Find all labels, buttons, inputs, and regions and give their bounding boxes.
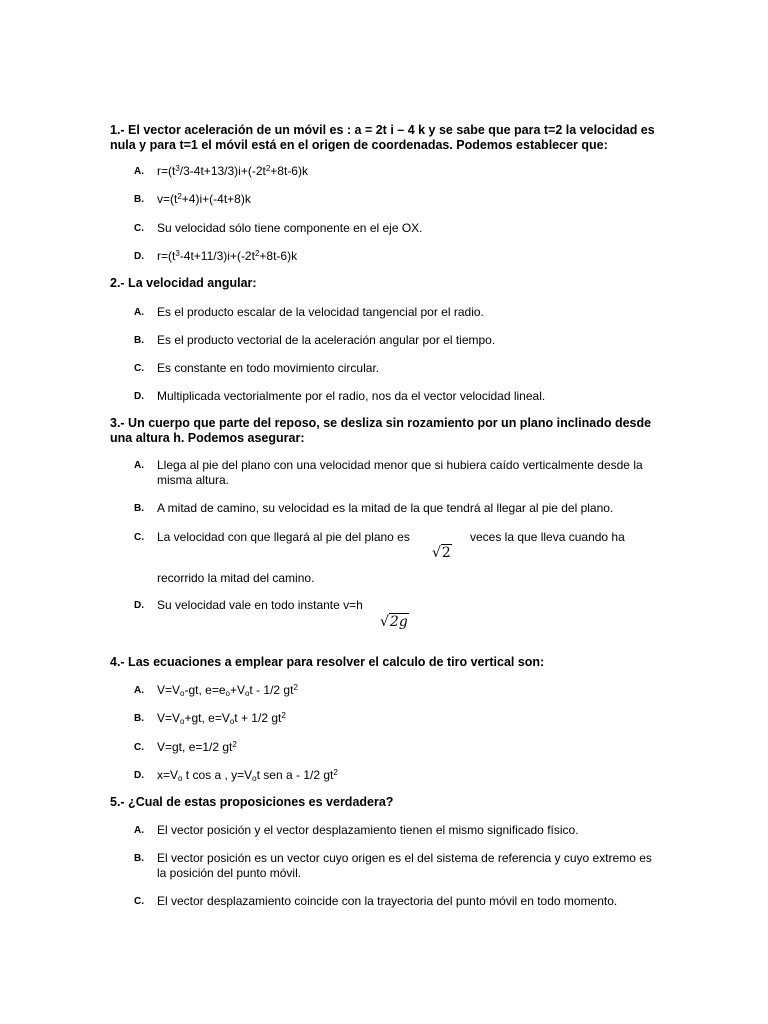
- option-text: A mitad de camino, su velocidad es la mitad de la que tendrá al llegar al pie del plano.: [157, 501, 614, 515]
- option-label: B.: [134, 853, 144, 864]
- option-text: V=gt, e=1/2 $gt^2$: [157, 740, 237, 754]
- option-text: $x=V_o$ t cos a , $y=V_ot$ sen a - 1/2 $gt^2$: [157, 768, 338, 783]
- option-label: D.: [134, 251, 144, 262]
- q3-option-c-text-after: veces la que lleva cuando ha: [470, 530, 625, 544]
- option-label: C.: [134, 896, 144, 907]
- sqrt-2-formula: √2: [432, 545, 451, 561]
- option-text: La velocidad con que llegará al pie del plano es: [157, 530, 410, 544]
- option-label: C.: [134, 363, 144, 374]
- option-text: $r=(t^3/3-4t+13/3)i+(-2t^2+8t-6)k$: [157, 164, 308, 178]
- option-text: Su velocidad sólo tiene componente en el eje OX.: [157, 221, 423, 235]
- question-2: 2.- La velocidad angular:: [110, 276, 257, 290]
- option-label: D.: [134, 391, 144, 402]
- option-label: B.: [134, 713, 144, 724]
- option-text: Es constante en todo movimiento circular.: [157, 361, 380, 375]
- option-text: $r=(t^3-4t+11/3)i+(-2t^2+8t-6)k$: [157, 249, 298, 263]
- option-label: D.: [134, 600, 144, 611]
- option-label: D.: [134, 770, 144, 781]
- option-label: B.: [134, 335, 144, 346]
- option-label: C.: [134, 223, 144, 234]
- question-4: 4.- Las ecuaciones a emplear para resolver el calculo de tiro vertical son:: [110, 655, 545, 669]
- option-label: A.: [134, 166, 144, 177]
- option-text: Es el producto vectorial de la aceleración angular por el tiempo.: [157, 333, 496, 347]
- option-text: El vector posición y el vector desplazamiento tienen el mismo significado físico.: [157, 823, 579, 837]
- option-text: $V=V_o+gt$, $e=V_ot + 1/2$ $gt^2$: [157, 711, 286, 726]
- option-text: Es el producto escalar de la velocidad tangencial por el radio.: [157, 305, 484, 319]
- option-label: B.: [134, 194, 144, 205]
- question-1: 1.- El vector aceleración de un móvil es : a = 2t i – 4 k y se sabe que para t=2 la velocidad es nula y para t=1 el móvil está en el origen de coordenadas. Podemos establecer que:: [110, 123, 655, 152]
- option-text: El vector posición es un vector cuyo origen es el del sistema de referencia y cuyo extremo es la posición del punto móvil.: [157, 851, 652, 880]
- question-3: 3.- Un cuerpo que parte del reposo, se desliza sin rozamiento por un plano inclinado desde una altura h. Podemos asegurar:: [110, 416, 652, 445]
- option-label: B.: [134, 503, 144, 514]
- option-text: $V=V_o-gt$, $e=e_o+V_ot - 1/2$ $gt^2$: [157, 683, 298, 698]
- q3-option-c-continuation: recorrido la mitad del camino.: [157, 571, 315, 585]
- option-text: $v=(t^2+4)i+(-4t+8)k$: [157, 192, 251, 206]
- sqrt-2g-formula: √2g: [380, 614, 408, 630]
- option-text: Llega al pie del plano con una velocidad menor que si hubiera caído verticalmente desde la misma altura.: [157, 458, 643, 487]
- option-label: A.: [134, 825, 144, 836]
- option-text: El vector desplazamiento coincide con la trayectoria del punto móvil en todo momento.: [157, 894, 618, 908]
- option-label: A.: [134, 460, 144, 471]
- question-5: 5.- ¿Cual de estas proposiciones es verdadera?: [110, 795, 394, 809]
- option-label: C.: [134, 742, 144, 753]
- option-label: A.: [134, 307, 144, 318]
- option-text: Su velocidad vale en todo instante v=h: [157, 598, 363, 612]
- option-text: Multiplicada vectorialmente por el radio, nos da el vector velocidad lineal.: [157, 389, 546, 403]
- option-label: A.: [134, 685, 144, 696]
- option-label: C.: [134, 532, 144, 543]
